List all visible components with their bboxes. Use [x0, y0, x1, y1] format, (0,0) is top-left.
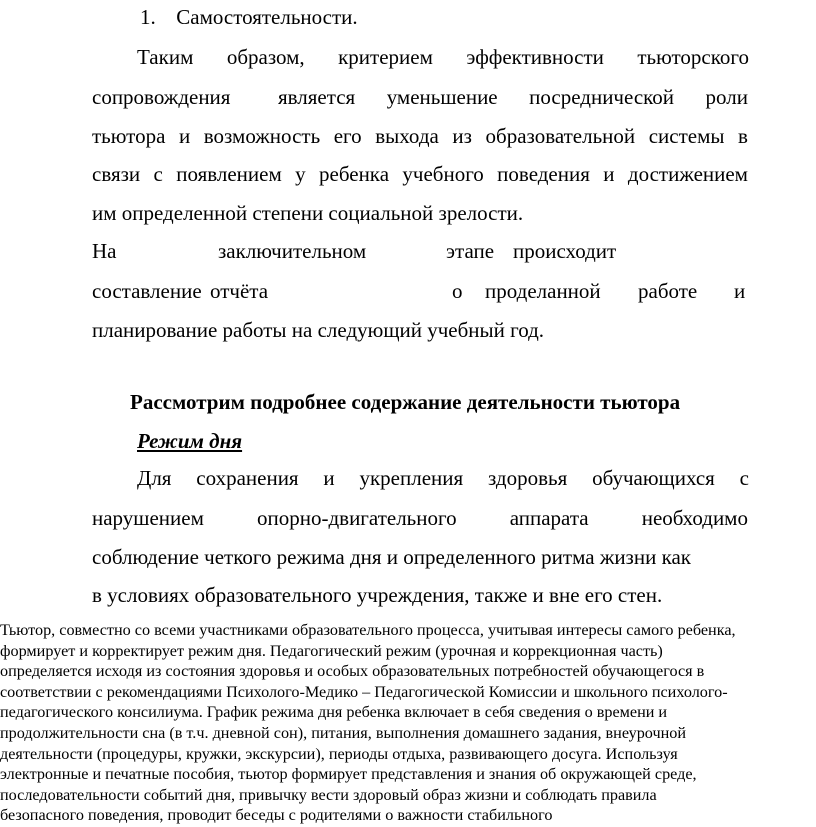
- small-text-line: безопасного поведения, проводит беседы с родителями о важности стабильного: [0, 806, 553, 825]
- word: эффективности: [466, 45, 604, 69]
- word: укрепления: [359, 466, 464, 490]
- word: сохранения: [196, 466, 299, 490]
- list-number: 1.: [140, 5, 156, 29]
- word: отчёта: [210, 279, 269, 303]
- paragraph-3-line-3: соблюдение четкого режима дня и определенного ритма жизни как: [92, 545, 691, 569]
- word: роли: [705, 85, 748, 109]
- word: нарушением: [92, 506, 204, 530]
- word: образовательной: [485, 124, 636, 148]
- list-item-text: Самостоятельности.: [176, 5, 358, 29]
- word: здоровья: [488, 466, 568, 490]
- word: проделанной: [485, 279, 601, 303]
- word: сопровождения: [92, 85, 231, 109]
- small-text-line: Тьютор, совместно со всеми участниками образовательного процесса, учитывая интересы самого ребенка,: [0, 621, 736, 639]
- word: из: [452, 124, 472, 148]
- paragraph-1-line-2: [92, 84, 748, 110]
- word: возможность: [203, 124, 321, 148]
- word: посреднической: [529, 85, 675, 109]
- word: работе: [638, 279, 698, 303]
- word: и: [178, 124, 191, 148]
- small-text-line: деятельности (процедуры, кружки, экскурсии), периоды отдыха, развивающего досуга. Используя: [0, 744, 678, 763]
- word: у: [295, 162, 306, 186]
- word: тьюторского: [637, 45, 749, 69]
- small-text-line: продолжительности сна (в т.ч. дневной сон), питания, выполнения домашнего задания, внеурочной: [0, 723, 687, 742]
- word: уменьшение: [386, 85, 498, 109]
- small-text-paragraph: [0, 620, 816, 826]
- word: в: [738, 124, 748, 148]
- word: и: [323, 466, 335, 490]
- paragraph-3-line-4: в условиях образовательного учреждения, также и вне его стен.: [92, 583, 663, 607]
- word: На: [92, 239, 117, 263]
- word: учебного: [402, 162, 484, 186]
- paragraph-2-line-3: планирование работы на следующий учебный год.: [92, 318, 545, 342]
- word: поведения: [497, 162, 590, 186]
- paragraph-3-line-1: [137, 465, 749, 491]
- word: этапе: [446, 239, 495, 263]
- paragraph-1-line-1: [137, 44, 749, 70]
- word: с: [153, 162, 163, 186]
- word: появлением: [176, 162, 282, 186]
- word: выхода: [375, 124, 439, 148]
- small-text-line: соответствии с рекомендациями Психолого-Медико – Педагогической Комиссии и школьного психолого-: [0, 682, 728, 701]
- paragraph-3-line-2: [92, 505, 748, 531]
- word: критерием: [338, 45, 433, 69]
- small-text-line: электронные и печатные пособия, тьютор формирует представления и знания об окружающей среде,: [0, 765, 697, 784]
- list-item: [140, 4, 358, 30]
- word: образом,: [226, 45, 305, 69]
- small-text-line: формирует и корректирует режим дня. Педагогический режим (урочная и коррекционная часть): [0, 641, 663, 660]
- word: и: [734, 279, 746, 303]
- paragraph-1-line-4: [92, 161, 748, 187]
- word: опорно-двигательного: [257, 506, 457, 530]
- section-heading: Рассмотрим подробнее содержание деятельности тьютора: [130, 390, 681, 414]
- word: достижением: [627, 162, 748, 186]
- word: заключительном: [218, 239, 367, 263]
- word: системы: [648, 124, 725, 148]
- small-text-line: педагогического консилиума. График режима дня ребенка включает в себя сведения о времени и: [0, 703, 668, 722]
- word: ребенка: [319, 162, 390, 186]
- word: Таким: [137, 45, 194, 69]
- word: Для: [137, 466, 172, 490]
- word: связи: [92, 162, 141, 186]
- word: является: [278, 85, 356, 109]
- small-text-line: последовательности событий дня, привычку вести здоровый образ жизни и соблюдать правила: [0, 785, 657, 804]
- small-text-line: определяется исходя из состояния здоровья и особых образовательных потребностей обучающегося в: [0, 662, 705, 681]
- word: аппарата: [509, 506, 589, 530]
- paragraph-1-line-3: [92, 123, 748, 149]
- word: и: [603, 162, 615, 186]
- word: с: [739, 466, 749, 490]
- word: необходимо: [641, 506, 748, 530]
- paragraph-1-line-5: им определенной степени социальной зрелости.: [92, 201, 524, 225]
- word: его: [333, 124, 362, 148]
- word: составление: [92, 279, 202, 303]
- subsection-heading: Режим дня: [137, 429, 243, 453]
- word: тьютора: [92, 124, 166, 148]
- word: о: [452, 279, 463, 303]
- word: происходит: [513, 239, 617, 263]
- word: обучающихся: [592, 466, 715, 490]
